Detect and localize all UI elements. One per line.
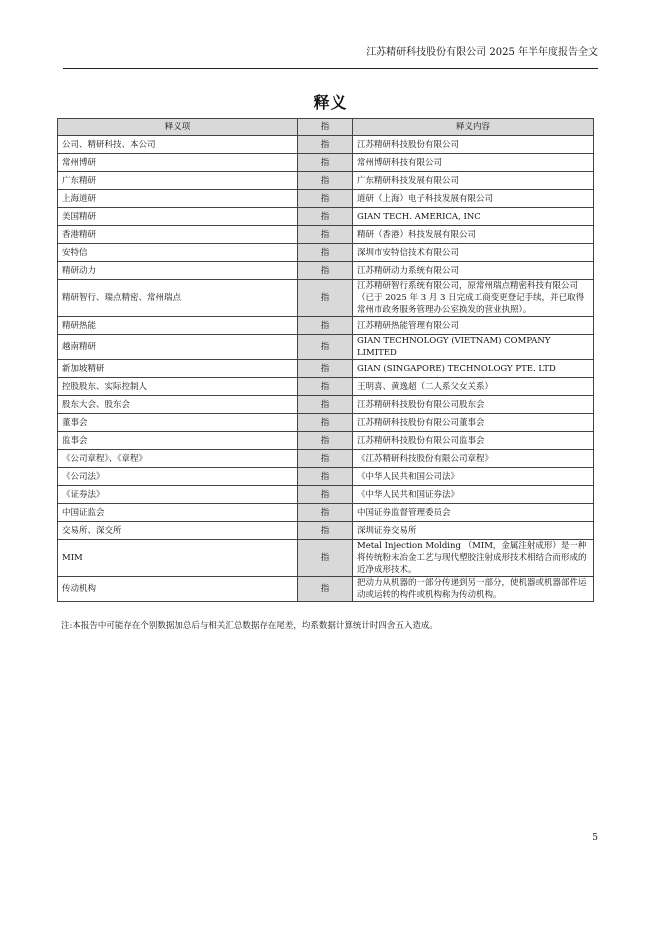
glossary-definition: 《江苏精研科技股份有限公司章程》: [353, 450, 594, 468]
glossary-term: 交易所、深交所: [58, 522, 298, 540]
glossary-ref: 指: [298, 468, 353, 486]
glossary-definition: 深圳证券交易所: [353, 522, 594, 540]
glossary-table: [57, 118, 594, 602]
table-row: [58, 190, 594, 208]
glossary-definition: 广东精研科技发展有限公司: [353, 172, 594, 190]
glossary-ref: 指: [298, 335, 353, 360]
table-row: [58, 136, 594, 154]
glossary-term: 股东大会、股东会: [58, 396, 298, 414]
glossary-term: 新加坡精研: [58, 360, 298, 378]
glossary-ref: 指: [298, 486, 353, 504]
glossary-ref: 指: [298, 432, 353, 450]
table-row: [58, 208, 594, 226]
page-title: 释义: [313, 93, 348, 112]
table-row: [58, 486, 594, 504]
column-header-definition: 释义内容: [353, 119, 594, 136]
column-header-term: 释义项: [58, 119, 298, 136]
glossary-term: 中国证监会: [58, 504, 298, 522]
glossary-definition: 江苏精研科技股份有限公司: [353, 136, 594, 154]
table-row: [58, 450, 594, 468]
glossary-definition: 道研（上海）电子科技发展有限公司: [353, 190, 594, 208]
glossary-term: 广东精研: [58, 172, 298, 190]
glossary-term: 安特信: [58, 244, 298, 262]
glossary-ref: 指: [298, 172, 353, 190]
glossary-definition: 精研（香港）科技发展有限公司: [353, 226, 594, 244]
table-header-row: [58, 119, 594, 136]
glossary-term: 公司、精研科技、本公司: [58, 136, 298, 154]
table-row: [58, 504, 594, 522]
glossary-term: 常州博研: [58, 154, 298, 172]
glossary-term: 《公司章程》、《章程》: [58, 450, 298, 468]
table-row: [58, 154, 594, 172]
glossary-term: 精研动力: [58, 262, 298, 280]
table-row: [58, 414, 594, 432]
glossary-ref: 指: [298, 136, 353, 154]
table-row: [58, 262, 594, 280]
glossary-term: 监事会: [58, 432, 298, 450]
glossary-term: 《公司法》: [58, 468, 298, 486]
glossary-definition: GIAN TECH. AMERICA, INC: [353, 208, 594, 226]
glossary-definition: 《中华人民共和国证券法》: [353, 486, 594, 504]
glossary-body: [58, 136, 594, 602]
glossary-ref: 指: [298, 244, 353, 262]
glossary-term: 传动机构: [58, 577, 298, 602]
table-row: [58, 540, 594, 577]
glossary-definition: 把动力从机器的一部分传递到另一部分，使机器或机器部件运动或运转的构件或机构称为传动机构。: [353, 577, 594, 602]
glossary-definition: 江苏精研热能管理有限公司: [353, 317, 594, 335]
glossary-ref: 指: [298, 577, 353, 602]
glossary-ref: 指: [298, 504, 353, 522]
table-row: [58, 577, 594, 602]
glossary-ref: 指: [298, 378, 353, 396]
glossary-definition: 常州博研科技有限公司: [353, 154, 594, 172]
glossary-definition: 深圳市安特信技术有限公司: [353, 244, 594, 262]
glossary-ref: 指: [298, 360, 353, 378]
glossary-ref: 指: [298, 154, 353, 172]
table-row: [58, 468, 594, 486]
glossary-term: 精研智行、瑞点精密、常州瑞点: [58, 280, 298, 317]
glossary-ref: 指: [298, 317, 353, 335]
glossary-term: 董事会: [58, 414, 298, 432]
glossary-term: 越南精研: [58, 335, 298, 360]
glossary-ref: 指: [298, 226, 353, 244]
glossary-ref: 指: [298, 522, 353, 540]
glossary-definition: GIAN TECHNOLOGY (VIETNAM) COMPANY LIMITED: [353, 335, 594, 360]
glossary-definition: 中国证券监督管理委员会: [353, 504, 594, 522]
table-row: [58, 226, 594, 244]
page-number: 5: [592, 833, 598, 843]
table-footnote: 注:本报告中可能存在个别数据加总后与相关汇总数据存在尾差，均系数据计算统计时四舍五入造成。: [61, 621, 438, 631]
table-row: [58, 360, 594, 378]
glossary-term: MIM: [58, 540, 298, 577]
glossary-ref: 指: [298, 540, 353, 577]
glossary-term: 控股股东、实际控制人: [58, 378, 298, 396]
header-divider: [63, 68, 598, 69]
glossary-term: 上海道研: [58, 190, 298, 208]
glossary-ref: 指: [298, 450, 353, 468]
glossary-definition: GIAN (SINGAPORE) TECHNOLOGY PTE. LTD: [353, 360, 594, 378]
glossary-definition: 江苏精研动力系统有限公司: [353, 262, 594, 280]
glossary-term: 美国精研: [58, 208, 298, 226]
column-header-ref: 指: [298, 119, 353, 136]
glossary-term: 《证券法》: [58, 486, 298, 504]
table-row: [58, 396, 594, 414]
glossary-definition: 江苏精研科技股份有限公司股东会: [353, 396, 594, 414]
table-row: [58, 317, 594, 335]
glossary-definition: Metal Injection Molding （MIM，金属注射成形）是一种将传统粉末冶金工艺与现代塑胶注射成形技术相结合而形成的近净成形技术。: [353, 540, 594, 577]
glossary-definition: 江苏精研智行系统有限公司，原常州瑞点精密科技有限公司（已于 2025 年 3 月 3 日完成工商变更登记手续，并已取得常州市政务服务管理办公室换发的营业执照）。: [353, 280, 594, 317]
glossary-term: 香港精研: [58, 226, 298, 244]
glossary-ref: 指: [298, 280, 353, 317]
table-row: [58, 244, 594, 262]
table-row: [58, 378, 594, 396]
page-header: 江苏精研科技股份有限公司 2025 年半年度报告全文: [366, 47, 598, 58]
table-row: [58, 172, 594, 190]
glossary-definition: 江苏精研科技股份有限公司监事会: [353, 432, 594, 450]
table-row: [58, 280, 594, 317]
table-row: [58, 432, 594, 450]
table-row: [58, 522, 594, 540]
glossary-ref: 指: [298, 208, 353, 226]
glossary-ref: 指: [298, 190, 353, 208]
glossary-definition: 江苏精研科技股份有限公司董事会: [353, 414, 594, 432]
glossary-ref: 指: [298, 414, 353, 432]
glossary-term: 精研热能: [58, 317, 298, 335]
glossary-definition: 《中华人民共和国公司法》: [353, 468, 594, 486]
table-row: [58, 335, 594, 360]
glossary-ref: 指: [298, 396, 353, 414]
glossary-definition: 王明喜、黄逸超（二人系父女关系）: [353, 378, 594, 396]
glossary-ref: 指: [298, 262, 353, 280]
